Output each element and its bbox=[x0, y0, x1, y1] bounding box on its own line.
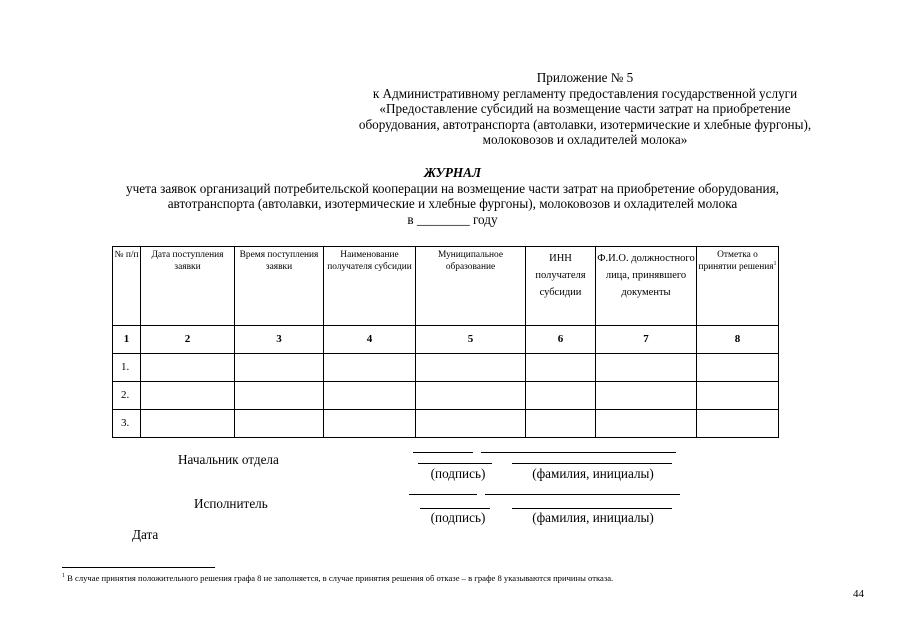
table-cell bbox=[324, 410, 416, 438]
table-cell bbox=[235, 410, 324, 438]
table-row bbox=[113, 410, 779, 438]
name-caption: (фамилия, инициалы) bbox=[532, 466, 654, 481]
column-number: 3 bbox=[235, 326, 324, 354]
table-cell bbox=[416, 410, 526, 438]
appendix-line: молоковозов и охладителей молока» bbox=[482, 132, 688, 147]
table-cell bbox=[596, 354, 697, 382]
footnote-text: В случае принятия положительного решения графа 8 не заполняется, в случае принятия решения об отказе – в графе 8 указываются причины отказа. bbox=[67, 573, 614, 583]
table-cell bbox=[596, 382, 697, 410]
appendix-line: Приложение № 5 bbox=[536, 70, 634, 85]
table-cell bbox=[697, 354, 779, 382]
signature-caption: (подпись) bbox=[430, 466, 486, 481]
table-cell bbox=[697, 382, 779, 410]
journal-subtitle: автотранспорта (автолавки, изотермические и хлебные фургоны), молоковозов и охладителей молока bbox=[167, 196, 738, 211]
column-number-row bbox=[113, 326, 779, 354]
journal-table bbox=[112, 246, 779, 438]
name-line bbox=[485, 494, 680, 495]
table-cell bbox=[324, 382, 416, 410]
footnote-mark: 1 bbox=[773, 260, 777, 267]
table-cell bbox=[416, 354, 526, 382]
column-header-decision bbox=[697, 247, 779, 326]
row-number: 2. bbox=[113, 382, 141, 410]
name-caption: (фамилия, инициалы) bbox=[532, 510, 654, 525]
page-number: 44 bbox=[853, 588, 864, 600]
table-row bbox=[113, 382, 779, 410]
appendix-line: оборудования, автотранспорта (автолавки, изотермические и хлебные фургоны), bbox=[358, 116, 812, 132]
name-line bbox=[512, 508, 672, 509]
name-line bbox=[512, 463, 672, 464]
row-number: 1. bbox=[113, 354, 141, 382]
table-cell bbox=[235, 382, 324, 410]
executor-label: Исполнитель bbox=[194, 496, 268, 511]
name-line bbox=[481, 452, 676, 453]
column-number: 6 bbox=[526, 326, 596, 354]
footnote-divider bbox=[62, 567, 215, 568]
table-cell bbox=[596, 410, 697, 438]
appendix-line: «Предоставление субсидий на возмещение части затрат на приобретение bbox=[379, 101, 791, 116]
journal-title-block bbox=[0, 165, 905, 227]
column-header: ИНН получателя субсидии bbox=[526, 247, 596, 326]
column-header: Наименование получателя субсидии bbox=[324, 247, 416, 326]
table-cell bbox=[526, 354, 596, 382]
column-number: 1 bbox=[113, 326, 141, 354]
column-number: 2 bbox=[141, 326, 235, 354]
column-number: 5 bbox=[416, 326, 526, 354]
table-header-row bbox=[113, 247, 779, 326]
signature-line bbox=[418, 463, 492, 464]
column-header: № п/п bbox=[113, 247, 141, 326]
table-row bbox=[113, 354, 779, 382]
journal-title: ЖУРНАЛ bbox=[424, 165, 481, 180]
appendix-line: к Административному регламенту предоставления государственной услуги bbox=[372, 85, 798, 101]
date-label: Дата bbox=[132, 527, 159, 542]
footnote-mark: 1 bbox=[62, 573, 65, 580]
table-cell bbox=[141, 382, 235, 410]
signature-line bbox=[409, 494, 477, 495]
table-cell bbox=[697, 410, 779, 438]
journal-subtitle: учета заявок организаций потребительской кооперации на возмещение части затрат на приобретение оборудования, bbox=[126, 180, 779, 196]
footnote bbox=[62, 573, 613, 583]
column-header: Ф.И.О. должностного лица, принявшего документы bbox=[596, 247, 697, 326]
row-number: 3. bbox=[113, 410, 141, 438]
head-of-department-label: Начальник отдела bbox=[178, 452, 279, 467]
signature-line bbox=[413, 452, 473, 453]
column-number: 8 bbox=[697, 326, 779, 354]
column-number: 4 bbox=[324, 326, 416, 354]
table-cell bbox=[235, 354, 324, 382]
column-header: Дата поступления заявки bbox=[141, 247, 235, 326]
appendix-header bbox=[300, 70, 870, 148]
table-cell bbox=[324, 354, 416, 382]
table-cell bbox=[141, 410, 235, 438]
column-header-text: Отметка о принятии решения bbox=[698, 250, 774, 272]
signature-caption: (подпись) bbox=[430, 510, 486, 525]
table-cell bbox=[526, 382, 596, 410]
table-cell bbox=[526, 410, 596, 438]
signature-line bbox=[420, 508, 490, 509]
column-header: Время поступления заявки bbox=[235, 247, 324, 326]
column-number: 7 bbox=[596, 326, 697, 354]
table-cell bbox=[416, 382, 526, 410]
table-cell bbox=[141, 354, 235, 382]
journal-year-line: в ________ году bbox=[407, 211, 498, 227]
column-header: Муниципальное образование bbox=[416, 247, 526, 326]
